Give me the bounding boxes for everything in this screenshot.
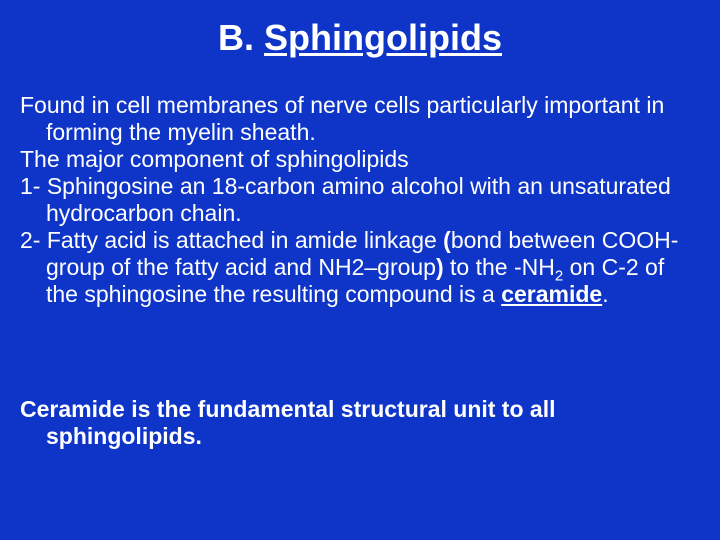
nh2-subscript: 2 [554, 267, 564, 285]
conclusion-statement: Ceramide is the fundamental structural unit to all sphingolipids. [20, 396, 556, 449]
paren-close: ) [435, 254, 444, 280]
fatty-acid-text-1: 2- Fatty acid is attached in amide linkage [20, 227, 444, 253]
fatty-acid-text-2: bond between COOH-group of the fatty acid and NH2–group [46, 227, 679, 280]
ceramide-term: ceramide [501, 281, 603, 307]
paragraph-fatty-acid [20, 227, 700, 308]
slide-title [0, 14, 720, 62]
fatty-acid-text-3: to the -NH [443, 254, 555, 280]
title-prefix: B. [218, 17, 265, 58]
fatty-acid-text-4: on C-2 of the sphingosine the resulting compound is a [46, 254, 665, 307]
paren-open: ( [443, 227, 451, 253]
paragraph-major-component: The major component of sphingolipids [20, 146, 409, 172]
fatty-acid-end: . [602, 281, 609, 307]
slide-body [20, 92, 700, 308]
paragraph-sphingosine: 1- Sphingosine an 18-carbon amino alcohol with an unsaturated hydrocarbon chain. [20, 173, 671, 226]
title-main: Sphingolipids [264, 17, 502, 58]
paragraph-membranes: Found in cell membranes of nerve cells particularly important in forming the myelin sheath. [20, 92, 665, 145]
